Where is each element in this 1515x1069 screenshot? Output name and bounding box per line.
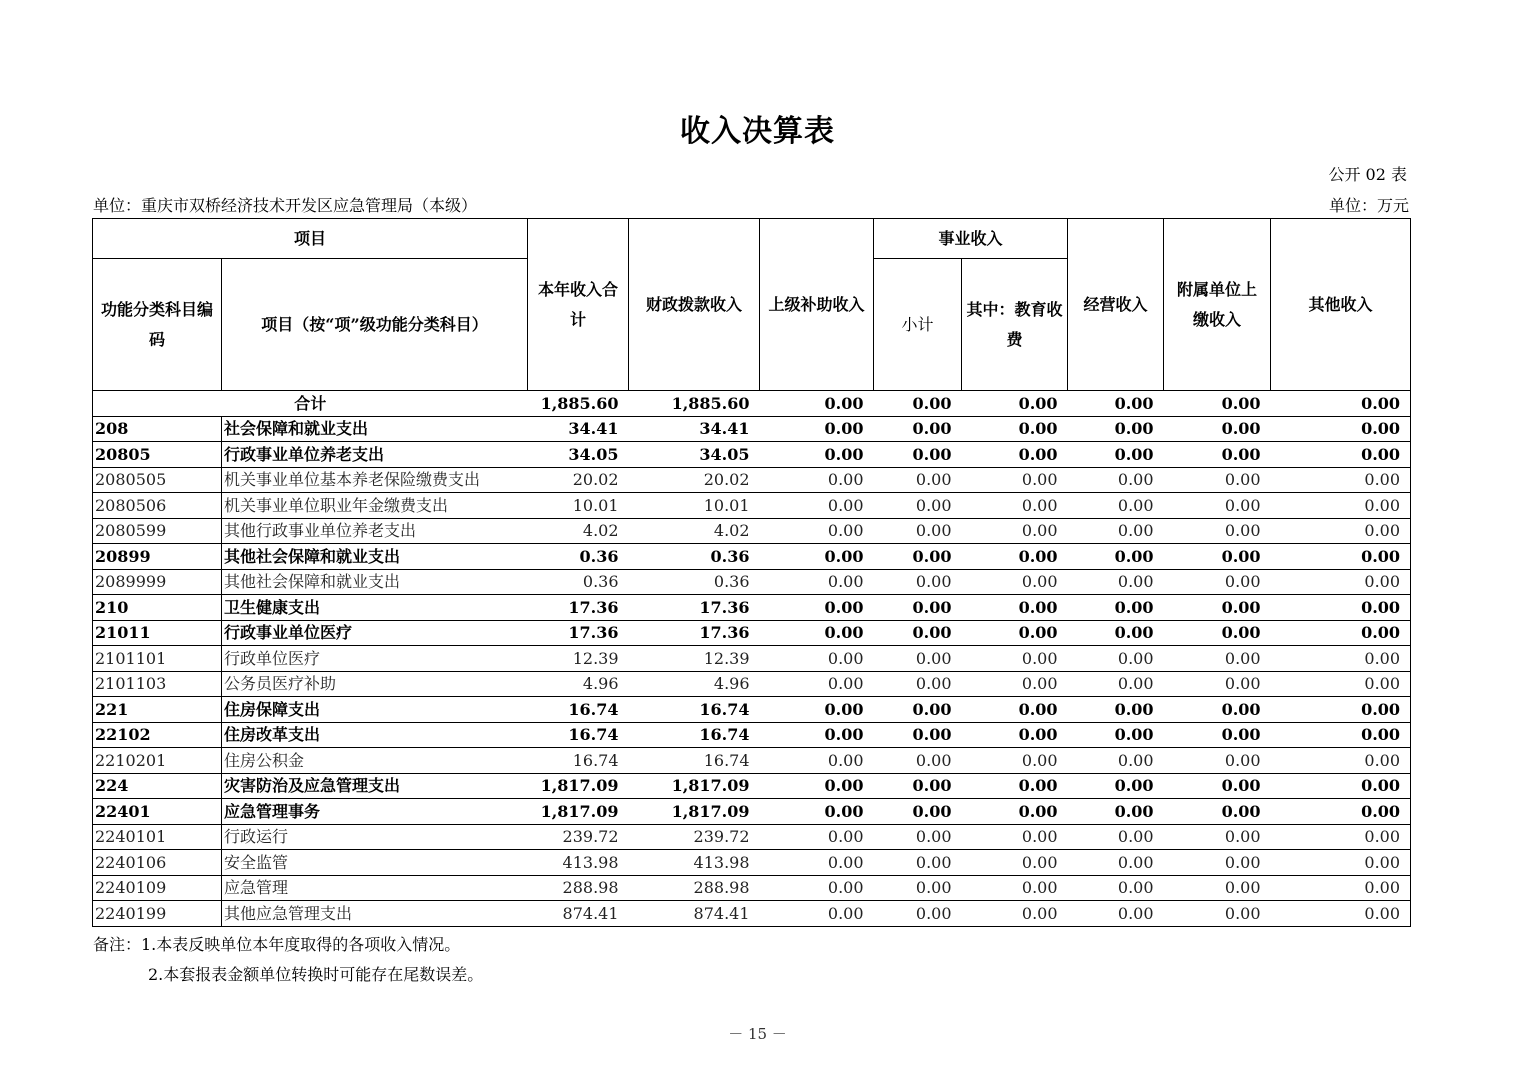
row-value: 0.00 (874, 569, 962, 595)
row-code: 20805 (93, 442, 222, 468)
row-value: 17.36 (629, 595, 760, 621)
row-value: 0.00 (1164, 569, 1271, 595)
row-value: 0.00 (1068, 620, 1164, 646)
row-value: 0.00 (962, 544, 1068, 570)
row-value: 0.00 (874, 722, 962, 748)
row-name: 住房保障支出 (222, 697, 528, 723)
row-value: 0.00 (874, 493, 962, 519)
row-value: 0.00 (1164, 442, 1271, 468)
row-value: 0.00 (1271, 493, 1411, 519)
row-value: 0.00 (1164, 697, 1271, 723)
row-value: 0.00 (1271, 748, 1411, 774)
row-value: 874.41 (629, 901, 760, 927)
row-code: 2240199 (93, 901, 222, 927)
row-value: 0.00 (874, 697, 962, 723)
total-cell: 0.00 (1068, 391, 1164, 417)
unit-currency: 单位：万元 (1328, 196, 1409, 215)
row-value: 4.96 (528, 671, 629, 697)
row-value: 413.98 (528, 850, 629, 876)
header-project: 项目 (93, 219, 528, 259)
row-value: 0.00 (962, 569, 1068, 595)
table-row (93, 544, 1411, 570)
header-fiscal: 财政拨款收入 (629, 219, 760, 391)
row-value: 0.00 (1271, 697, 1411, 723)
row-value: 1,817.09 (528, 799, 629, 825)
table-row (93, 620, 1411, 646)
row-value: 0.00 (962, 824, 1068, 850)
row-value: 0.00 (874, 416, 962, 442)
row-value: 0.00 (760, 850, 874, 876)
row-value: 0.00 (1164, 824, 1271, 850)
row-value: 0.00 (1068, 697, 1164, 723)
row-value: 16.74 (629, 722, 760, 748)
row-value: 0.00 (1271, 467, 1411, 493)
row-code: 2080599 (93, 518, 222, 544)
row-name: 卫生健康支出 (222, 595, 528, 621)
header-operating: 经营收入 (1068, 219, 1164, 391)
row-value: 0.00 (962, 646, 1068, 672)
row-value: 0.00 (1271, 875, 1411, 901)
page-number: － 15 － (728, 1025, 787, 1043)
row-value: 0.00 (874, 799, 962, 825)
row-value: 0.00 (874, 850, 962, 876)
row-value: 0.00 (1068, 799, 1164, 825)
row-value: 34.41 (528, 416, 629, 442)
row-value: 0.00 (962, 901, 1068, 927)
row-value: 0.00 (1164, 493, 1271, 519)
row-value: 0.00 (962, 416, 1068, 442)
row-code: 21011 (93, 620, 222, 646)
row-value: 0.00 (760, 824, 874, 850)
row-value: 0.00 (1164, 671, 1271, 697)
row-value: 239.72 (629, 824, 760, 850)
row-value: 4.96 (629, 671, 760, 697)
row-value: 0.00 (1271, 799, 1411, 825)
header-code: 功能分类科目编码 (93, 259, 222, 391)
row-value: 0.00 (962, 748, 1068, 774)
row-value: 0.00 (1164, 901, 1271, 927)
row-value: 0.00 (1164, 748, 1271, 774)
row-value: 0.00 (1164, 595, 1271, 621)
table-row (93, 773, 1411, 799)
row-value: 17.36 (528, 620, 629, 646)
row-value: 20.02 (629, 467, 760, 493)
row-value: 16.74 (528, 748, 629, 774)
header-item: 项目（按“项”级功能分类科目） (222, 259, 528, 391)
row-value: 0.00 (962, 697, 1068, 723)
row-value: 0.00 (1271, 773, 1411, 799)
row-value: 0.00 (760, 646, 874, 672)
total-label: 合计 (93, 391, 528, 417)
row-value: 0.00 (1068, 544, 1164, 570)
table-row (93, 901, 1411, 927)
form-number: 公开 02 表 (1328, 165, 1407, 184)
row-name: 行政事业单位养老支出 (222, 442, 528, 468)
row-value: 0.00 (874, 620, 962, 646)
row-value: 874.41 (528, 901, 629, 927)
table-row (93, 722, 1411, 748)
row-value: 12.39 (629, 646, 760, 672)
row-value: 0.00 (962, 493, 1068, 519)
row-value: 20.02 (528, 467, 629, 493)
row-value: 0.00 (1164, 850, 1271, 876)
table-row (93, 569, 1411, 595)
row-code: 2089999 (93, 569, 222, 595)
row-value: 16.74 (528, 722, 629, 748)
row-name: 机关事业单位职业年金缴费支出 (222, 493, 528, 519)
note-1: 备注：1.本表反映单位本年度取得的各项收入情况。 (93, 935, 461, 954)
row-code: 22102 (93, 722, 222, 748)
row-value: 0.00 (962, 595, 1068, 621)
row-name: 公务员医疗补助 (222, 671, 528, 697)
income-table (92, 218, 1411, 927)
row-value: 0.00 (962, 799, 1068, 825)
row-code: 22401 (93, 799, 222, 825)
row-value: 4.02 (629, 518, 760, 544)
row-value: 0.00 (1068, 875, 1164, 901)
table-row (93, 646, 1411, 672)
total-cell: 0.00 (1271, 391, 1411, 417)
row-value: 0.00 (874, 442, 962, 468)
row-value: 0.36 (528, 544, 629, 570)
total-row (93, 391, 1411, 417)
total-cell: 1,885.60 (629, 391, 760, 417)
row-value: 0.00 (1068, 467, 1164, 493)
table-row (93, 875, 1411, 901)
row-value: 288.98 (528, 875, 629, 901)
row-value: 0.00 (1068, 646, 1164, 672)
row-value: 0.00 (1164, 875, 1271, 901)
row-value: 0.00 (1164, 518, 1271, 544)
row-value: 16.74 (528, 697, 629, 723)
row-value: 0.00 (1068, 518, 1164, 544)
unit-organization: 单位：重庆市双桥经济技术开发区应急管理局（本级） (93, 196, 478, 215)
table-body (93, 391, 1411, 927)
row-value: 17.36 (629, 620, 760, 646)
row-name: 安全监管 (222, 850, 528, 876)
row-code: 2101101 (93, 646, 222, 672)
row-value: 0.00 (760, 620, 874, 646)
row-code: 2240106 (93, 850, 222, 876)
row-value: 0.00 (874, 467, 962, 493)
row-value: 0.00 (962, 722, 1068, 748)
row-code: 210 (93, 595, 222, 621)
total-cell: 0.00 (962, 391, 1068, 417)
row-value: 0.00 (1068, 748, 1164, 774)
row-value: 0.00 (962, 671, 1068, 697)
note-2: 2.本套报表金额单位转换时可能存在尾数误差。 (148, 965, 484, 984)
row-code: 2080505 (93, 467, 222, 493)
table-row (93, 595, 1411, 621)
row-value: 0.00 (962, 518, 1068, 544)
row-value: 413.98 (629, 850, 760, 876)
row-value: 0.00 (760, 773, 874, 799)
row-value: 4.02 (528, 518, 629, 544)
row-value: 0.00 (760, 595, 874, 621)
row-value: 16.74 (629, 697, 760, 723)
row-value: 0.00 (1164, 799, 1271, 825)
row-value: 0.00 (874, 824, 962, 850)
row-value: 0.00 (760, 748, 874, 774)
row-value: 0.00 (874, 646, 962, 672)
row-name: 行政单位医疗 (222, 646, 528, 672)
row-value: 0.00 (874, 544, 962, 570)
row-name: 应急管理 (222, 875, 528, 901)
row-value: 1,817.09 (528, 773, 629, 799)
page-title: 收入决算表 (680, 114, 835, 149)
row-code: 20899 (93, 544, 222, 570)
table-row (93, 748, 1411, 774)
row-value: 0.00 (1068, 416, 1164, 442)
row-value: 0.00 (1271, 442, 1411, 468)
row-code: 2101103 (93, 671, 222, 697)
row-value: 0.00 (1271, 901, 1411, 927)
row-value: 0.00 (1164, 722, 1271, 748)
row-value: 0.00 (760, 901, 874, 927)
header-edu: 其中：教育收费 (962, 259, 1068, 391)
row-value: 0.36 (528, 569, 629, 595)
row-value: 0.00 (1271, 850, 1411, 876)
unit-line (93, 193, 1409, 216)
header-total: 本年收入合计 (528, 219, 629, 391)
row-value: 0.00 (1068, 773, 1164, 799)
row-value: 0.00 (760, 467, 874, 493)
row-value: 0.00 (1271, 518, 1411, 544)
row-value: 0.00 (1164, 467, 1271, 493)
row-value: 288.98 (629, 875, 760, 901)
row-value: 0.00 (760, 875, 874, 901)
row-value: 0.36 (629, 544, 760, 570)
row-value: 0.00 (1271, 671, 1411, 697)
row-name: 住房改革支出 (222, 722, 528, 748)
row-name: 其他社会保障和就业支出 (222, 569, 528, 595)
row-value: 1,817.09 (629, 773, 760, 799)
row-value: 0.00 (1271, 646, 1411, 672)
row-value: 0.00 (760, 416, 874, 442)
row-value: 0.00 (1271, 620, 1411, 646)
row-value: 0.00 (1271, 544, 1411, 570)
row-value: 0.00 (1271, 595, 1411, 621)
row-value: 0.00 (962, 442, 1068, 468)
row-value: 0.00 (1068, 569, 1164, 595)
row-value: 0.00 (1068, 493, 1164, 519)
row-value: 1,817.09 (629, 799, 760, 825)
row-value: 0.00 (874, 748, 962, 774)
row-value: 0.00 (1271, 416, 1411, 442)
total-cell: 0.00 (874, 391, 962, 417)
table-row (93, 850, 1411, 876)
row-name: 其他行政事业单位养老支出 (222, 518, 528, 544)
row-value: 0.00 (1164, 773, 1271, 799)
row-name: 社会保障和就业支出 (222, 416, 528, 442)
table-row (93, 697, 1411, 723)
row-value: 0.00 (874, 518, 962, 544)
row-value: 0.00 (874, 595, 962, 621)
row-value: 0.00 (760, 671, 874, 697)
notes (93, 930, 483, 990)
row-value: 12.39 (528, 646, 629, 672)
table-row (93, 799, 1411, 825)
row-value: 0.00 (1068, 901, 1164, 927)
row-code: 221 (93, 697, 222, 723)
row-value: 0.00 (760, 442, 874, 468)
row-value: 0.00 (1164, 620, 1271, 646)
row-value: 0.00 (1164, 416, 1271, 442)
row-value: 0.00 (874, 773, 962, 799)
row-value: 10.01 (629, 493, 760, 519)
row-value: 0.00 (874, 875, 962, 901)
row-value: 0.00 (1068, 722, 1164, 748)
row-value: 0.00 (1068, 824, 1164, 850)
row-value: 17.36 (528, 595, 629, 621)
row-value: 0.36 (629, 569, 760, 595)
header-subtotal: 小计 (874, 259, 962, 391)
row-value: 0.00 (1271, 722, 1411, 748)
row-code: 224 (93, 773, 222, 799)
header-affiliated: 附属单位上缴收入 (1164, 219, 1271, 391)
total-cell: 0.00 (760, 391, 874, 417)
table-row (93, 416, 1411, 442)
row-name: 其他社会保障和就业支出 (222, 544, 528, 570)
table-row (93, 493, 1411, 519)
table-row (93, 467, 1411, 493)
row-value: 0.00 (1068, 595, 1164, 621)
row-value: 10.01 (528, 493, 629, 519)
row-value: 0.00 (1164, 544, 1271, 570)
row-value: 0.00 (1068, 442, 1164, 468)
row-name: 其他应急管理支出 (222, 901, 528, 927)
row-name: 行政事业单位医疗 (222, 620, 528, 646)
row-value: 0.00 (1068, 850, 1164, 876)
row-value: 0.00 (962, 467, 1068, 493)
row-value: 0.00 (962, 850, 1068, 876)
row-value: 0.00 (760, 569, 874, 595)
row-value: 0.00 (760, 544, 874, 570)
row-value: 0.00 (1271, 569, 1411, 595)
row-value: 0.00 (962, 773, 1068, 799)
row-code: 2240109 (93, 875, 222, 901)
row-value: 0.00 (1271, 824, 1411, 850)
header-superior: 上级补助收入 (760, 219, 874, 391)
row-name: 住房公积金 (222, 748, 528, 774)
row-value: 0.00 (962, 620, 1068, 646)
row-code: 208 (93, 416, 222, 442)
row-value: 34.05 (528, 442, 629, 468)
row-name: 机关事业单位基本养老保险缴费支出 (222, 467, 528, 493)
row-value: 34.05 (629, 442, 760, 468)
row-value: 0.00 (1164, 646, 1271, 672)
row-value: 0.00 (760, 799, 874, 825)
total-cell: 1,885.60 (528, 391, 629, 417)
row-value: 0.00 (874, 671, 962, 697)
row-name: 行政运行 (222, 824, 528, 850)
table-row (93, 671, 1411, 697)
table-row (93, 824, 1411, 850)
row-value: 0.00 (760, 493, 874, 519)
row-value: 0.00 (874, 901, 962, 927)
row-code: 2210201 (93, 748, 222, 774)
row-code: 2080506 (93, 493, 222, 519)
row-name: 灾害防治及应急管理支出 (222, 773, 528, 799)
row-value: 0.00 (962, 875, 1068, 901)
row-value: 16.74 (629, 748, 760, 774)
row-value: 0.00 (760, 518, 874, 544)
header-other: 其他收入 (1271, 219, 1411, 391)
row-code: 2240101 (93, 824, 222, 850)
row-value: 0.00 (760, 697, 874, 723)
row-value: 239.72 (528, 824, 629, 850)
row-value: 34.41 (629, 416, 760, 442)
total-cell: 0.00 (1164, 391, 1271, 417)
row-name: 应急管理事务 (222, 799, 528, 825)
table-row (93, 518, 1411, 544)
header-business: 事业收入 (874, 219, 1068, 259)
row-value: 0.00 (1068, 671, 1164, 697)
row-value: 0.00 (760, 722, 874, 748)
table-row (93, 442, 1411, 468)
